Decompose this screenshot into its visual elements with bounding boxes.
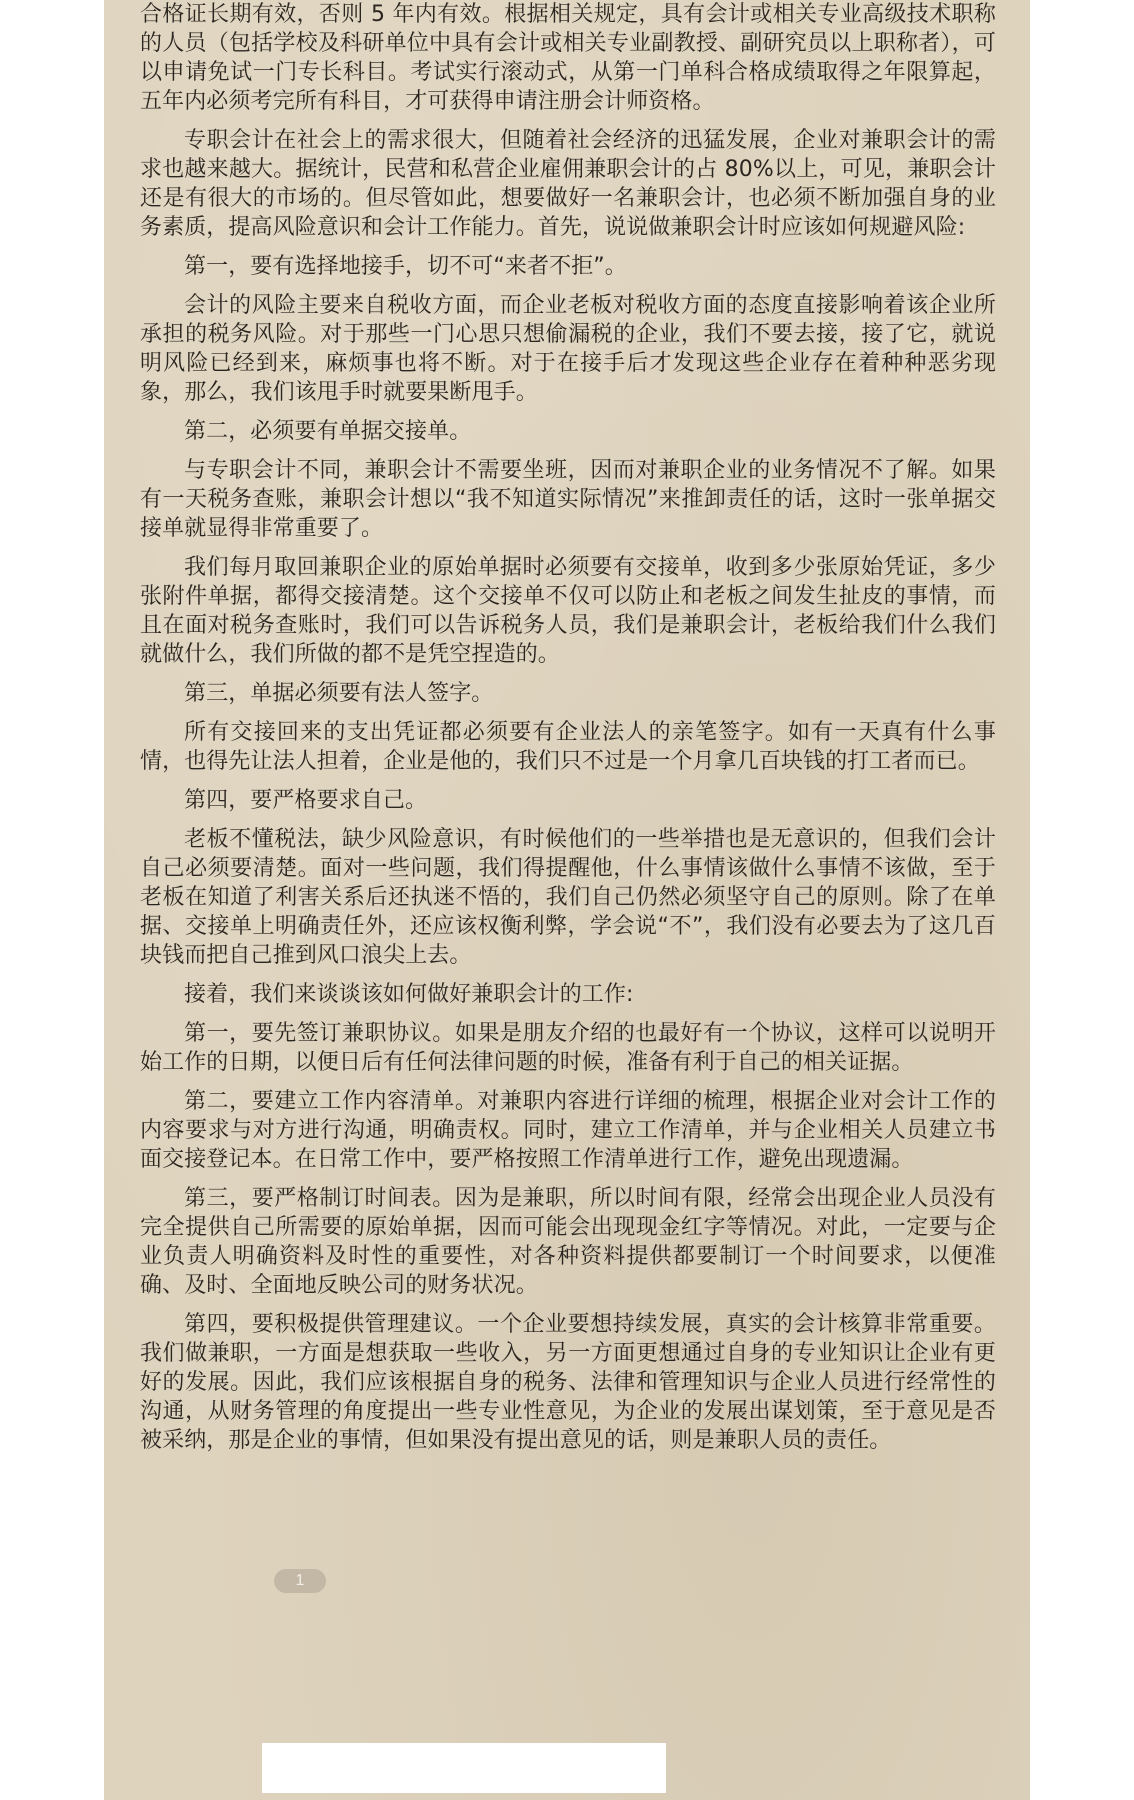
paragraph: 与专职会计不同，兼职会计不需要坐班，因而对兼职企业的业务情况不了解。如果有一天税务查账，兼职会计想以“我不知道实际情况”来推卸责任的话，这时一张单据交接单就显得非常重要了。	[140, 458, 996, 541]
paragraph: 第二，要建立工作内容清单。对兼职内容进行详细的梳理，根据企业对会计工作的内容要求与对方进行沟通，明确责权。同时，建立工作清单，并与企业相关人员建立书面交接登记本。在日常工作中，要严格按照工作清单进行工作，避免出现遗漏。	[140, 1089, 996, 1172]
paragraph: 合格证长期有效，否则 5 年内有效。根据相关规定，具有会计或相关专业高级技术职称的人员（包括学校及科研单位中具有会计或相关专业副教授、副研究员以上职称者），可以申请免试一门专长科目。考试实行滚动式，从第一门单科合格成绩取得之年限算起，五年内必须考完所有科目，才可获得申请注册会计师资格。	[140, 2, 996, 114]
document-body	[140, 0, 996, 1575]
paragraph: 会计的风险主要来自税收方面，而企业老板对税收方面的态度直接影响着该企业所承担的税务风险。对于那些一门心思只想偷漏税的企业，我们不要去接，接了它，就说明风险已经到来，麻烦事也将不断。对于在接手后才发现这些企业存在着种种恶劣现象，那么，我们该甩手时就要果断甩手。	[140, 293, 996, 405]
paragraph: 老板不懂税法，缺少风险意识，有时候他们的一些举措也是无意识的，但我们会计自己必须要清楚。面对一些问题，我们得提醒他，什么事情该做什么事情不该做，至于老板在知道了利害关系后还执迷不悟的，我们自己仍然必须坚守自己的原则。除了在单据、交接单上明确责任外，还应该权衡利弊，学会说“不”，我们没有必要去为了这几百块钱而把自己推到风口浪尖上去。	[140, 827, 996, 968]
paragraph: 所有交接回来的支出凭证都必须要有企业法人的亲笔签字。如有一天真有什么事情，也得先让法人担着，企业是他的，我们只不过是一个月拿几百块钱的打工者而已。	[140, 720, 996, 774]
paragraph: 第一，要先签订兼职协议。如果是朋友介绍的也最好有一个协议，这样可以说明开始工作的日期，以便日后有任何法律问题的时候，准备有利于自己的相关证据。	[140, 1021, 996, 1075]
paragraph: 专职会计在社会上的需求很大，但随着社会经济的迅猛发展，企业对兼职会计的需求也越来越大。据统计，民营和私营企业雇佣兼职会计的占 80%以上，可见，兼职会计还是有很大的市场的。但尽管如此，想要做好一名兼职会计，也必须不断加强自身的业务素质，提高风险意识和会计工作能力。首先，说说做兼职会计时应该如何规避风险:	[140, 128, 996, 240]
section-heading: 第二，必须要有单据交接单。	[184, 419, 472, 444]
section-heading: 第一，要有选择地接手，切不可“来者不拒”。	[184, 254, 627, 279]
page-number-badge[interactable]: 1	[274, 1569, 326, 1593]
paragraph: 我们每月取回兼职企业的原始单据时必须要有交接单，收到多少张原始凭证，多少张附件单据，都得交接清楚。这个交接单不仅可以防止和老板之间发生扯皮的事情，而且在面对税务查账时，我们可以告诉税务人员，我们是兼职会计，老板给我们什么我们就做什么，我们所做的都不是凭空捏造的。	[140, 555, 996, 667]
section-heading: 第四，要严格要求自己。	[184, 788, 428, 813]
reader-page	[104, 0, 1030, 1800]
bottom-blank-bar	[262, 1743, 666, 1793]
paragraph: 第四，要积极提供管理建议。一个企业要想持续发展，真实的会计核算非常重要。我们做兼职，一方面是想获取一些收入，另一方面更想通过自身的专业知识让企业有更好的发展。因此，我们应该根据自身的税务、法律和管理知识与企业人员进行经常性的沟通，从财务管理的角度提出一些专业性意见，为企业的发展出谋划策，至于意见是否被采纳，那是企业的事情，但如果没有提出意见的话，则是兼职人员的责任。	[140, 1312, 996, 1453]
paragraph: 第三，要严格制订时间表。因为是兼职，所以时间有限，经常会出现企业人员没有完全提供自己所需要的原始单据，因而可能会出现现金红字等情况。对此，一定要与企业负责人明确资料及时性的重要性，对各种资料提供都要制订一个时间要求，以便准确、及时、全面地反映公司的财务状况。	[140, 1186, 996, 1298]
section-heading: 第三，单据必须要有法人签字。	[184, 681, 494, 706]
paragraph: 接着，我们来谈谈该如何做好兼职会计的工作:	[184, 982, 634, 1007]
